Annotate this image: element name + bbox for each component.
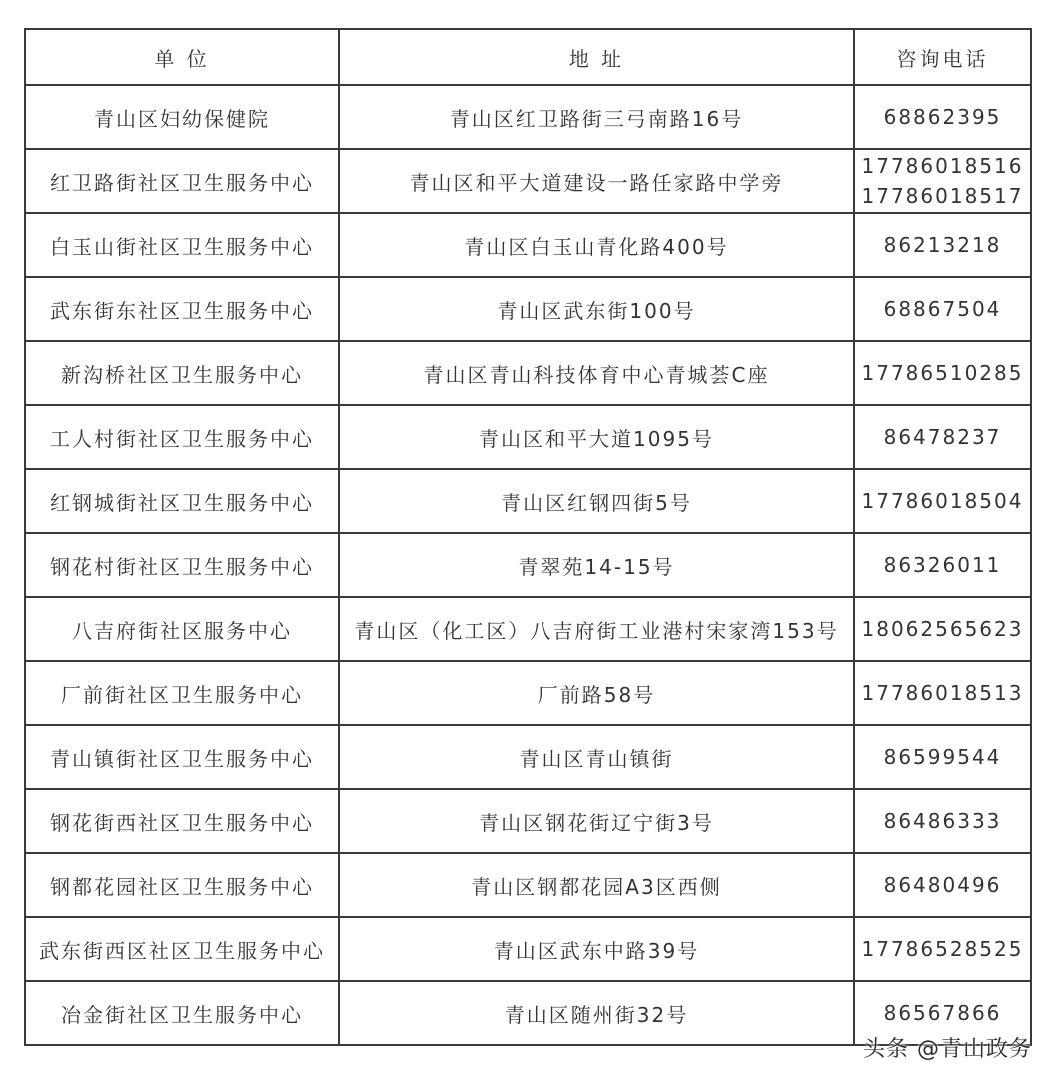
phone-cell	[854, 725, 1031, 789]
unit-name-cell: 红钢城街社区卫生服务中心	[25, 469, 339, 533]
address-cell: 青山区武东中路39号	[339, 917, 854, 981]
header-phone: 咨询电话	[854, 29, 1031, 85]
phone-cell	[854, 789, 1031, 853]
header-unit: 单 位	[25, 29, 339, 85]
phone-number: 68867504	[883, 297, 1002, 321]
table-row	[25, 597, 1031, 661]
unit-name-cell: 八吉府街社区服务中心	[25, 597, 339, 661]
address-cell: 青山区青山科技体育中心青城荟C座	[339, 341, 854, 405]
table-row	[25, 213, 1031, 277]
phone-cell	[854, 533, 1031, 597]
phone-number: 17786018516	[861, 154, 1024, 178]
phone-cell	[854, 213, 1031, 277]
address-cell: 青翠苑14-15号	[339, 533, 854, 597]
table-row	[25, 853, 1031, 917]
address-cell: 青山区红钢四街5号	[339, 469, 854, 533]
table-row	[25, 725, 1031, 789]
address-cell: 青山区钢花街辽宁街3号	[339, 789, 854, 853]
address-cell: 青山区随州街32号	[339, 981, 854, 1045]
phone-number: 17786018513	[861, 681, 1024, 705]
unit-name-cell: 新沟桥社区卫生服务中心	[25, 341, 339, 405]
table-header-row	[25, 29, 1031, 85]
unit-name-cell: 工人村街社区卫生服务中心	[25, 405, 339, 469]
address-cell: 青山区青山镇街	[339, 725, 854, 789]
phone-cell	[854, 277, 1031, 341]
phone-cell	[854, 405, 1031, 469]
phone-number: 86480496	[883, 873, 1002, 897]
phone-cell	[854, 149, 1031, 213]
table-row	[25, 789, 1031, 853]
phone-cell	[854, 597, 1031, 661]
table-row	[25, 85, 1031, 149]
phone-number: 17786018517	[861, 184, 1024, 208]
phone-number: 86478237	[883, 425, 1002, 449]
phone-number: 18062565623	[861, 617, 1024, 641]
phone-cell	[854, 469, 1031, 533]
address-cell: 青山区和平大道建设一路任家路中学旁	[339, 149, 854, 213]
unit-name-cell: 钢花村街社区卫生服务中心	[25, 533, 339, 597]
phone-number: 86486333	[883, 809, 1002, 833]
table-row	[25, 469, 1031, 533]
phone-cell	[854, 341, 1031, 405]
unit-name-cell: 武东街东社区卫生服务中心	[25, 277, 339, 341]
address-cell: 青山区（化工区）八吉府街工业港村宋家湾153号	[339, 597, 854, 661]
table-row	[25, 533, 1031, 597]
table-row	[25, 341, 1031, 405]
phone-number: 17786018504	[861, 489, 1024, 513]
phone-number: 86213218	[883, 233, 1002, 257]
phone-number: 17786510285	[861, 361, 1024, 385]
table-body	[25, 85, 1031, 1045]
phone-cell	[854, 917, 1031, 981]
address-cell: 青山区钢都花园A3区西侧	[339, 853, 854, 917]
source-watermark: 头条 @青山政务	[863, 1037, 1032, 1062]
phone-number: 17786528525	[861, 937, 1024, 961]
table-row	[25, 405, 1031, 469]
unit-name-cell: 钢都花园社区卫生服务中心	[25, 853, 339, 917]
header-address: 地 址	[339, 29, 854, 85]
address-cell: 青山区红卫路街三弓南路16号	[339, 85, 854, 149]
unit-name-cell: 武东街西区社区卫生服务中心	[25, 917, 339, 981]
phone-number: 86567866	[883, 1001, 1002, 1025]
unit-name-cell: 青山区妇幼保健院	[25, 85, 339, 149]
phone-number: 86326011	[883, 553, 1002, 577]
table-row	[25, 661, 1031, 725]
table-row	[25, 277, 1031, 341]
unit-name-cell: 青山镇街社区卫生服务中心	[25, 725, 339, 789]
phone-cell	[854, 85, 1031, 149]
unit-name-cell: 白玉山街社区卫生服务中心	[25, 213, 339, 277]
address-cell: 厂前路58号	[339, 661, 854, 725]
unit-name-cell: 冶金街社区卫生服务中心	[25, 981, 339, 1045]
address-cell: 青山区白玉山青化路400号	[339, 213, 854, 277]
address-cell: 青山区和平大道1095号	[339, 405, 854, 469]
unit-name-cell: 厂前街社区卫生服务中心	[25, 661, 339, 725]
unit-name-cell: 钢花街西社区卫生服务中心	[25, 789, 339, 853]
unit-name-cell: 红卫路街社区卫生服务中心	[25, 149, 339, 213]
phone-cell	[854, 853, 1031, 917]
clinic-directory-table	[24, 28, 1032, 1046]
address-cell: 青山区武东街100号	[339, 277, 854, 341]
phone-number: 86599544	[883, 745, 1002, 769]
table-row	[25, 149, 1031, 213]
phone-cell	[854, 661, 1031, 725]
table-row	[25, 917, 1031, 981]
phone-number: 68862395	[883, 105, 1002, 129]
